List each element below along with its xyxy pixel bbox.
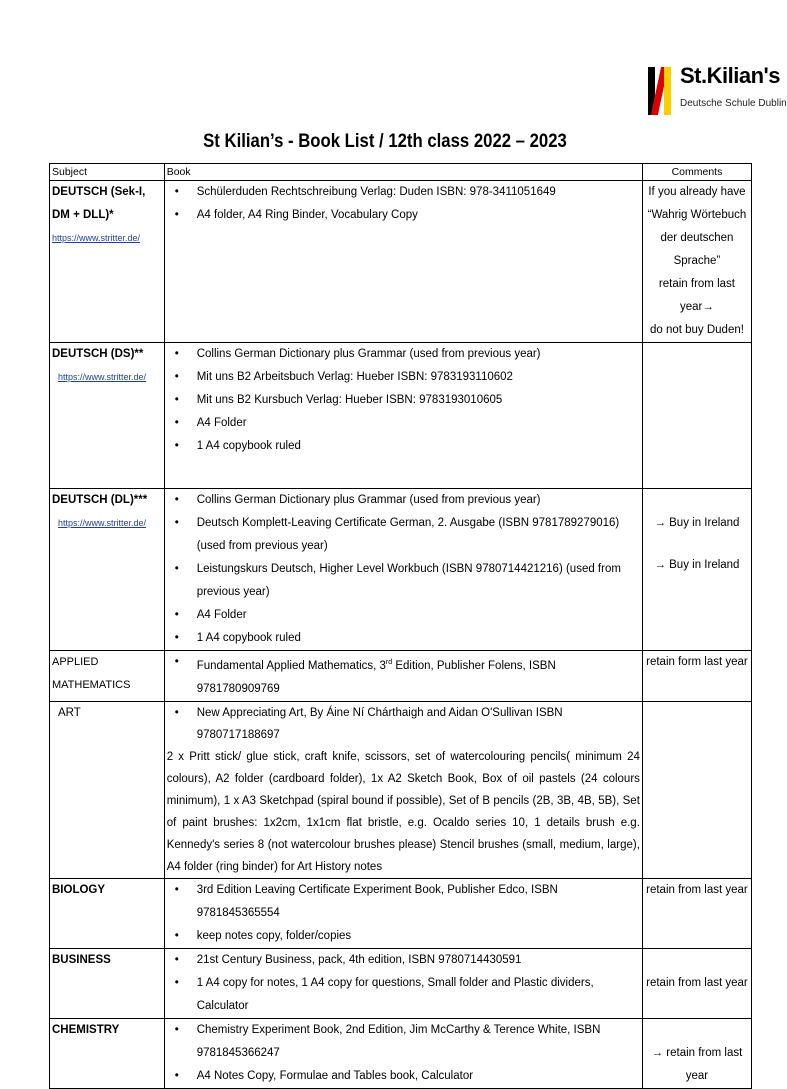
comments-cell xyxy=(642,343,751,489)
table-row xyxy=(50,948,752,1018)
comment-line: → retain from last year xyxy=(651,1046,743,1082)
comment-line: retain from last year xyxy=(646,883,748,896)
book-item: • Schülerduden Rechtschreibung Verlag: Duden ISBN: 978-3411051649 xyxy=(197,181,640,204)
subject-cell xyxy=(50,181,165,343)
subject-name: BUSINESS xyxy=(52,953,111,966)
subject-cell xyxy=(50,948,165,1018)
table-row xyxy=(50,651,752,702)
table-row xyxy=(50,181,752,343)
book-item: • New Appreciating Art, By Áine Ní Chárthaigh and Aidan O'Sullivan ISBN 9780717188697 xyxy=(197,702,640,746)
table-row xyxy=(50,878,752,948)
book-item: • Deutsch Komplett-Leaving Certificate German, 2. Ausgabe (ISBN 9781789279016) (used from previous year) xyxy=(197,512,640,558)
table-row xyxy=(50,489,752,651)
book-item: • A4 folder, A4 Ring Binder, Vocabulary Copy xyxy=(197,204,640,227)
book-item: • 1 A4 copybook ruled xyxy=(197,435,640,458)
subject-cell xyxy=(50,651,165,702)
book-item: • keep notes copy, folder/copies xyxy=(197,925,640,948)
subject-name: DEUTSCH (DL)*** xyxy=(52,494,148,506)
comment-line: retain from last year→ xyxy=(658,278,735,313)
comment-line: retain from last year xyxy=(646,976,748,989)
book-cell xyxy=(164,651,642,702)
book-cell xyxy=(164,1018,642,1088)
book-item: • 3rd Edition Leaving Certificate Experiment Book, Publisher Edco, ISBN 9781845365554 xyxy=(197,879,640,925)
comment-line: → Buy in Ireland xyxy=(654,559,740,571)
book-item: • Mit uns B2 Arbeitsbuch Verlag: Hueber ISBN: 9783193110602 xyxy=(197,366,640,389)
comment-line: → Buy in Ireland xyxy=(654,517,740,529)
book-cell xyxy=(164,181,642,343)
subject-name: DEUTSCH (Sek-I, DM + DLL)* xyxy=(52,186,146,221)
subject-name: APPLIED MATHEMATICS xyxy=(52,656,131,691)
book-cell xyxy=(164,701,642,878)
subject-cell xyxy=(50,343,165,489)
book-cell xyxy=(164,343,642,489)
book-item: • A4 Notes Copy, Formulae and Tables book, Calculator xyxy=(197,1065,640,1088)
book-item: • Collins German Dictionary plus Grammar (used from previous year) xyxy=(197,343,640,366)
book-item: • A4 Folder xyxy=(197,604,640,627)
subject-name: DEUTSCH (DS)** xyxy=(52,348,144,360)
book-cell xyxy=(164,878,642,948)
subject-cell xyxy=(50,701,165,878)
comment-line: der deutschen Sprache” xyxy=(660,232,734,267)
book-cell xyxy=(164,489,642,651)
book-item: • Mit uns B2 Kursbuch Verlag: Hueber ISBN: 9783193010605 xyxy=(197,389,640,412)
subject-cell xyxy=(50,489,165,651)
stritter-link[interactable]: https://www.stritter.de/ xyxy=(58,518,147,528)
logo-subtitle: Deutsche Schule Dublin xyxy=(680,98,787,109)
comments-cell xyxy=(642,701,751,878)
table-row xyxy=(50,701,752,878)
book-item: • Chemistry Experiment Book, 2nd Edition, Jim McCarthy & Terence White, ISBN 9781845366247 xyxy=(197,1019,640,1065)
flag-bars xyxy=(648,67,676,115)
subject-name: CHEMISTRY xyxy=(52,1023,120,1036)
comment-line: do not buy Duden! xyxy=(649,324,744,336)
comments-cell xyxy=(642,489,751,651)
subject-cell xyxy=(50,1018,165,1088)
subject-cell xyxy=(50,878,165,948)
book-item: • A4 Folder xyxy=(197,412,640,435)
table-header-row xyxy=(50,164,752,181)
stritter-link[interactable]: https://www.stritter.de/ xyxy=(58,372,147,382)
page-title: St Kilian’s - Book List / 12th class 2022 – 2023 xyxy=(203,131,567,152)
subject-name: ART xyxy=(58,706,81,719)
art-materials-paragraph: 2 x Pritt stick/ glue stick, craft knife, scissors, set of watercolouring pencils( minimum 24 colours), A2 folder (cardboard folder), 1x A2 Sketch Book, Box of oil pastels (24 colours minimum), 1 x A3 Sketchpad (spiral bound if possible), Set of B pencils (2B, 3B, 4B, 5B), Set of paint brushes: 1x2cm, 1x1cm flat bristle, e.g. Ocaldo series 10, 1 details brush e.g. Kennedy's series 8 (not watercolour brushes please) Stencil brushes (small, medium, large), A4 folder (ring binder) for Art History notes xyxy=(166,750,640,873)
comment-line: If you already have xyxy=(648,186,746,198)
table-row xyxy=(50,1018,752,1088)
comments-cell xyxy=(642,1018,751,1088)
book-item: • 1 A4 copybook ruled xyxy=(197,627,640,650)
table-row xyxy=(50,343,752,489)
book-item: • 21st Century Business, pack, 4th edition, ISBN 9780714430591 xyxy=(197,949,640,972)
flag-bar-gold xyxy=(664,67,671,115)
book-cell xyxy=(164,948,642,1018)
comment-line: “Wahrig Wörtebuch xyxy=(647,209,747,221)
book-item: • Fundamental Applied Mathematics, 3rd Edition, Publisher Folens, ISBN 9781780909769 xyxy=(197,651,640,701)
stritter-link[interactable]: https://www.stritter.de/ xyxy=(52,233,141,243)
comments-cell xyxy=(642,181,751,343)
header-book: Book xyxy=(164,164,642,181)
school-logo xyxy=(648,63,787,119)
comments-cell xyxy=(642,948,751,1018)
book-item: • 1 A4 copy for notes, 1 A4 copy for questions, Small folder and Plastic dividers, Calculator xyxy=(197,972,640,1018)
header-subject: Subject xyxy=(50,164,165,181)
comment-line: retain form last year xyxy=(646,656,748,668)
comments-cell xyxy=(642,651,751,702)
book-list-table xyxy=(49,163,752,1089)
comments-cell xyxy=(642,878,751,948)
book-item: • Collins German Dictionary plus Grammar (used from previous year) xyxy=(197,489,640,512)
logo-name: St.Kilian's xyxy=(680,63,780,88)
header-comments: Comments xyxy=(642,164,751,181)
subject-name: BIOLOGY xyxy=(52,883,106,896)
book-item: • Leistungskurs Deutsch, Higher Level Workbuch (ISBN 9780714421216) (used from previous year) xyxy=(197,558,640,604)
